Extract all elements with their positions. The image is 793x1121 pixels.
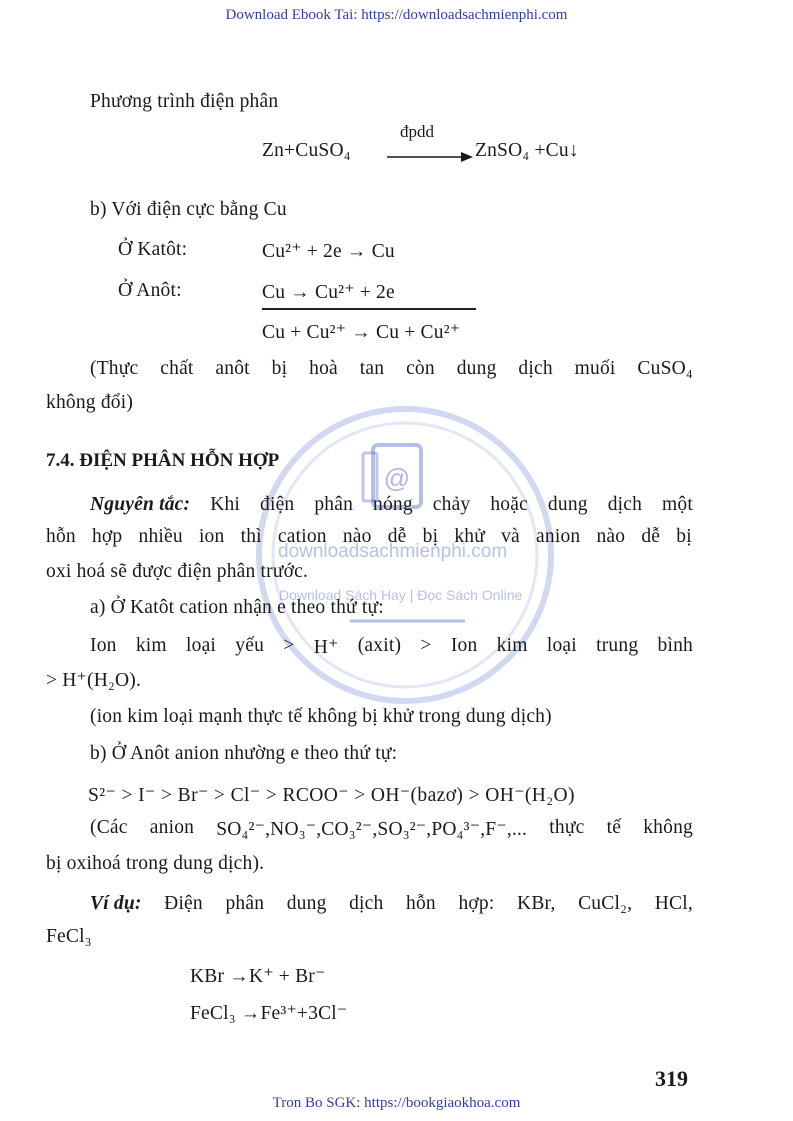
reaction-arrow-icon — [387, 150, 473, 164]
word: bị — [271, 358, 288, 379]
cation-order-line-1 — [90, 635, 693, 659]
word: (Các — [90, 817, 128, 838]
word: kim — [135, 635, 167, 656]
part-b-title: b) Với điện cực bằng Cu — [90, 199, 287, 220]
word: nào — [596, 526, 626, 547]
word: cation — [277, 526, 327, 547]
word: anôt — [215, 358, 250, 379]
equation-title: Phương trình điện phân — [90, 91, 279, 112]
part-a-title: a) Ở Katôt cation nhận e theo thứ tự: — [90, 597, 384, 618]
word: hoặc — [490, 494, 528, 515]
word: nhiều — [138, 526, 183, 547]
word: SO₄²⁻,NO₃⁻,CO₃²⁻,SO₃²⁻,PO₄³⁻,F⁻,... — [216, 819, 528, 840]
principle-line-2 — [46, 526, 692, 548]
word: ion — [198, 526, 225, 547]
word: > — [420, 635, 432, 656]
watermark-tagline: Download Sách Hay | Đọc Sách Online — [279, 587, 523, 603]
word: dễ — [387, 526, 407, 547]
word: bị — [676, 526, 692, 547]
example-equation-2: FeCl₃ →Fe³⁺+3Cl⁻ — [190, 1003, 348, 1024]
word: H⁺ — [313, 637, 339, 658]
word: CuSO₄ — [637, 358, 693, 379]
anion-note-line-2: bị oxihoá trong dung dịch). — [46, 853, 265, 874]
equation1-right: ZnSO₄ +Cu↓ — [475, 140, 579, 161]
katot-label: Ở Katôt: — [118, 239, 188, 260]
word: Điện — [164, 893, 203, 914]
word: hợp — [91, 526, 123, 547]
anot-label: Ở Anôt: — [118, 280, 182, 301]
anot-equation: Cu → Cu²⁺ + 2e — [262, 282, 395, 303]
word: bị — [422, 526, 439, 547]
watermark-site-text: downloadsachmienphi.com — [278, 541, 508, 562]
word: tan — [359, 358, 385, 379]
equation1-left: Zn+CuSO₄ — [262, 140, 351, 161]
word: hỗn — [406, 893, 436, 914]
word: dịch — [349, 893, 384, 914]
word: điện — [260, 494, 295, 515]
word: hoà — [309, 358, 338, 379]
word: tế — [606, 817, 622, 838]
word: Ion — [450, 635, 478, 656]
equation1-arrow-label: đpdd — [400, 122, 434, 141]
word: KBr, — [517, 893, 556, 914]
word: CuCl₂, — [578, 893, 633, 914]
word: trung — [596, 635, 639, 656]
word: và — [501, 526, 520, 547]
word: nào — [342, 526, 372, 547]
sum-equation: Cu + Cu²⁺ → Cu + Cu²⁺ — [262, 322, 461, 343]
page-number: 319 — [655, 1066, 688, 1091]
word: muối — [574, 358, 616, 379]
word: phân — [314, 494, 354, 515]
svg-text:@: @ — [383, 463, 411, 493]
word: dễ — [641, 526, 661, 547]
word: loại — [186, 635, 217, 656]
word: dung — [286, 893, 327, 914]
word: nóng — [373, 494, 413, 515]
word: thì — [240, 526, 262, 547]
word: dung — [456, 358, 497, 379]
part-b2-title: b) Ở Anôt anion nhường e theo thứ tự: — [90, 743, 398, 764]
word: không — [643, 817, 693, 838]
word: kim — [496, 635, 528, 656]
word: HCl, — [654, 893, 693, 914]
katot-equation: Cu²⁺ + 2e → Cu — [262, 241, 395, 262]
anion-note-line-1 — [90, 817, 693, 841]
word: loại — [546, 635, 577, 656]
sum-divider — [262, 308, 476, 310]
example-equation-1: KBr →K⁺ + Br⁻ — [190, 966, 326, 987]
principle-line-3: oxi hoá sẽ được điện phân trước. — [46, 561, 309, 582]
word: dịch — [518, 358, 553, 379]
word: phân — [225, 893, 265, 914]
word: bình — [657, 635, 693, 656]
word: hợp: — [458, 893, 495, 914]
word: yếu — [235, 635, 265, 656]
word: dịch — [607, 494, 643, 515]
word: chất — [160, 358, 194, 379]
principle-label: Nguyên tắc: — [90, 494, 191, 515]
word: khử — [454, 526, 485, 547]
word: Khi — [210, 494, 241, 515]
word: (axit) — [357, 635, 402, 656]
example-line-2: FeCl₃ — [46, 926, 92, 947]
example-line-1 — [90, 893, 693, 915]
cation-order-line-2: > H⁺(H₂O). — [46, 670, 142, 691]
word: (Thực — [90, 358, 139, 379]
anion-order: S²⁻ > I⁻ > Br⁻ > Cl⁻ > RCOO⁻ > OH⁻(bazơ) > OH⁻(H₂O) — [88, 785, 575, 806]
word: một — [662, 494, 693, 515]
word: chảy — [432, 494, 471, 515]
example-label: Ví dụ: — [90, 893, 142, 914]
word: Ion — [90, 635, 117, 656]
note-line-2: không đổi) — [46, 392, 134, 413]
word: hỗn — [46, 526, 76, 547]
word: anion — [149, 817, 195, 838]
word: dung — [547, 494, 588, 515]
word: còn — [406, 358, 435, 379]
section-heading: 7.4. ĐIỆN PHÂN HỖN HỢP — [46, 450, 280, 471]
principle-line-1 — [90, 494, 693, 516]
word: > — [283, 635, 295, 656]
footer-textbook-link[interactable]: Tron Bo SGK: https://bookgiaokhoa.com — [272, 1095, 521, 1111]
header-download-link[interactable]: Download Ebook Tai: https://downloadsachmienphi.com — [225, 7, 568, 23]
strong-metal-note: (ion kim loại mạnh thực tế không bị khử trong dung dịch) — [90, 706, 552, 727]
note-line-1 — [90, 358, 693, 380]
word: thực — [549, 817, 585, 838]
word: anion — [536, 526, 581, 547]
